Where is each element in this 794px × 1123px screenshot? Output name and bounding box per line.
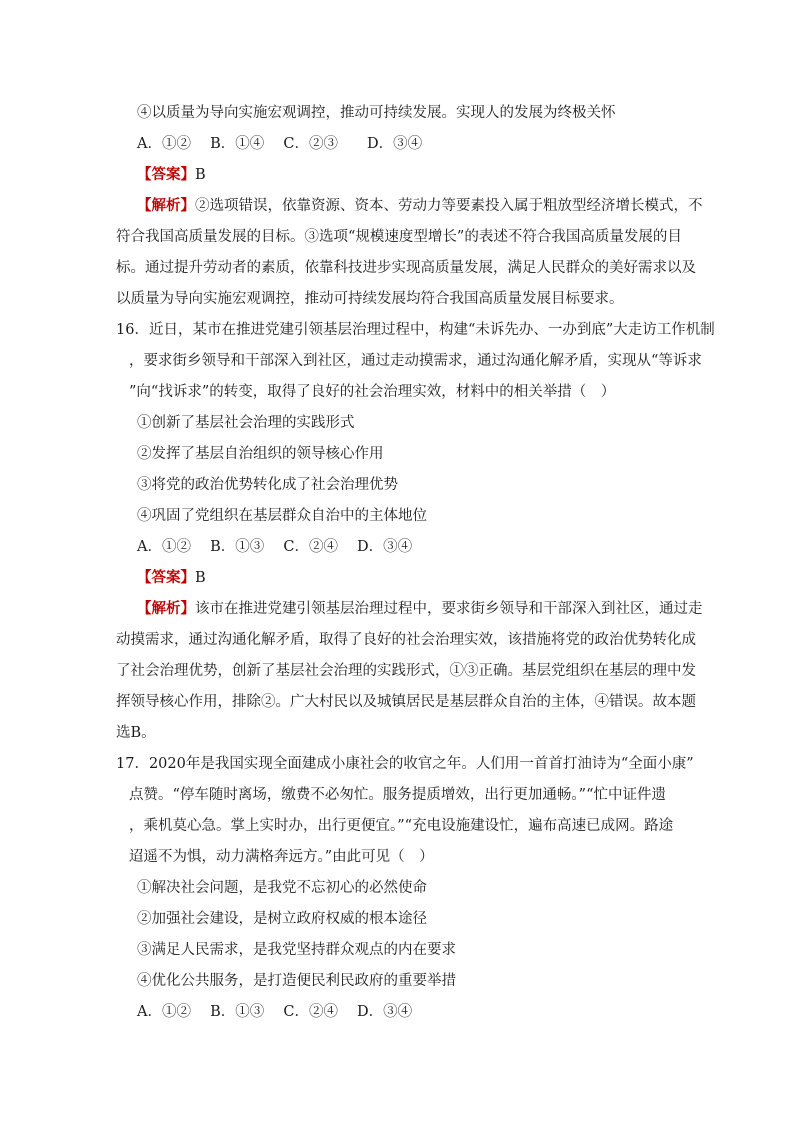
analysis-tag: 【解析】 xyxy=(137,197,195,214)
answer-value: B xyxy=(195,570,206,586)
analysis-tag: 【解析】 xyxy=(137,600,195,617)
answer-tag: 【答案】 xyxy=(137,166,195,183)
q16-stem-line-3: ”向“找诉求”的转变，取得了良好的社会治理实效，材料中的相关举措（ ） xyxy=(129,384,616,400)
q17-item-2: ②加强社会建设，是树立政府权威的根本途径 xyxy=(137,911,427,927)
q16-analysis-line-2: 动摸需求，通过沟通化解矛盾，取得了良好的社会治理实效，该措施将党的政治优势转化成 xyxy=(116,632,696,648)
prev-item-4: ④以质量为导向实施宏观调控，推动可持续发展。实现人的发展为终极关怀 xyxy=(137,105,616,121)
prev-analysis-line-4: 以质量为导向实施宏观调控，推动可持续发展均符合我国高质量发展目标要求。 xyxy=(116,291,624,307)
q17-item-1: ①解决社会问题，是我党不忘初心的必然使命 xyxy=(137,880,427,896)
q17-stem-line-4: 迢遥不为惧，动力满格奔远方。”由此可见（ ） xyxy=(129,849,434,865)
q17-stem-line-1: 17．2020年是我国实现全面建成小康社会的收官之年。人们用一首首打油诗为“全面小康” xyxy=(116,756,694,772)
q16-analysis-line-5: 选B。 xyxy=(116,725,156,741)
answer-value: B xyxy=(195,167,206,183)
q16-answer xyxy=(137,568,206,588)
q16-analysis-line-1: 【解析】该市在推进党建引领基层治理过程中，要求街乡领导和干部深入到社区，通过走 xyxy=(137,600,703,617)
q16-stem-line-2: ，要求街乡领导和干部深入到社区，通过走动摸需求，通过沟通化解矛盾，实现从“等诉求 xyxy=(129,353,702,369)
q17-item-3: ③满足人民需求，是我党坚持群众观点的内在要求 xyxy=(137,942,456,958)
q16-item-3: ③将党的政治优势转化成了社会治理优势 xyxy=(137,477,398,493)
prev-answer xyxy=(137,165,206,185)
prev-options: A．①② B．①④ C．②③ D．③④ xyxy=(137,136,423,152)
q17-item-4: ④优化公共服务，是打造便民利民政府的重要举措 xyxy=(137,973,456,989)
q16-item-2: ②发挥了基层自治组织的领导核心作用 xyxy=(137,446,384,462)
q17-stem-line-2: 点赞。“停车随时离场，缴费不必匆忙。服务提质增效，出行更加通畅。”“忙中证件遗 xyxy=(129,787,666,803)
prev-analysis-line-1: 【解析】②选项错误，依靠资源、资本、劳动力等要素投入属于粗放型经济增长模式，不 xyxy=(137,197,703,214)
prev-analysis-line-2: 符合我国高质量发展的目标。③选项“规模速度型增长”的表述不符合我国高质量发展的目 xyxy=(116,229,682,245)
q16-item-1: ①创新了基层社会治理的实践形式 xyxy=(137,415,355,431)
q16-options: A．①② B．①③ C．②④ D．③④ xyxy=(137,539,413,555)
q16-analysis-line-3: 了社会治理优势，创新了基层社会治理的实践形式，①③正确。基层党组织在基层的理中发 xyxy=(116,663,696,679)
q16-stem-line-1: 16．近日，某市在推进党建引领基层治理过程中，构建“未诉先办、一办到底”大走访工作机制 xyxy=(116,322,715,338)
answer-tag: 【答案】 xyxy=(137,569,195,586)
q16-item-4: ④巩固了党组织在基层群众自治中的主体地位 xyxy=(137,508,427,524)
q16-analysis-line-4: 挥领导核心作用，排除②。广大村民以及城镇居民是基层群众自治的主体，④错误。故本题 xyxy=(116,694,696,710)
q17-stem-line-3: ，乘机莫心急。掌上实时办，出行更便宜。”“充电设施建设忙，遍布高速已成网。路途 xyxy=(129,818,674,834)
q17-options: A．①② B．①③ C．②④ D．③④ xyxy=(137,1004,413,1020)
prev-analysis-line-3: 标。通过提升劳动者的素质，依靠科技进步实现高质量发展，满足人民群众的美好需求以及 xyxy=(116,260,696,276)
